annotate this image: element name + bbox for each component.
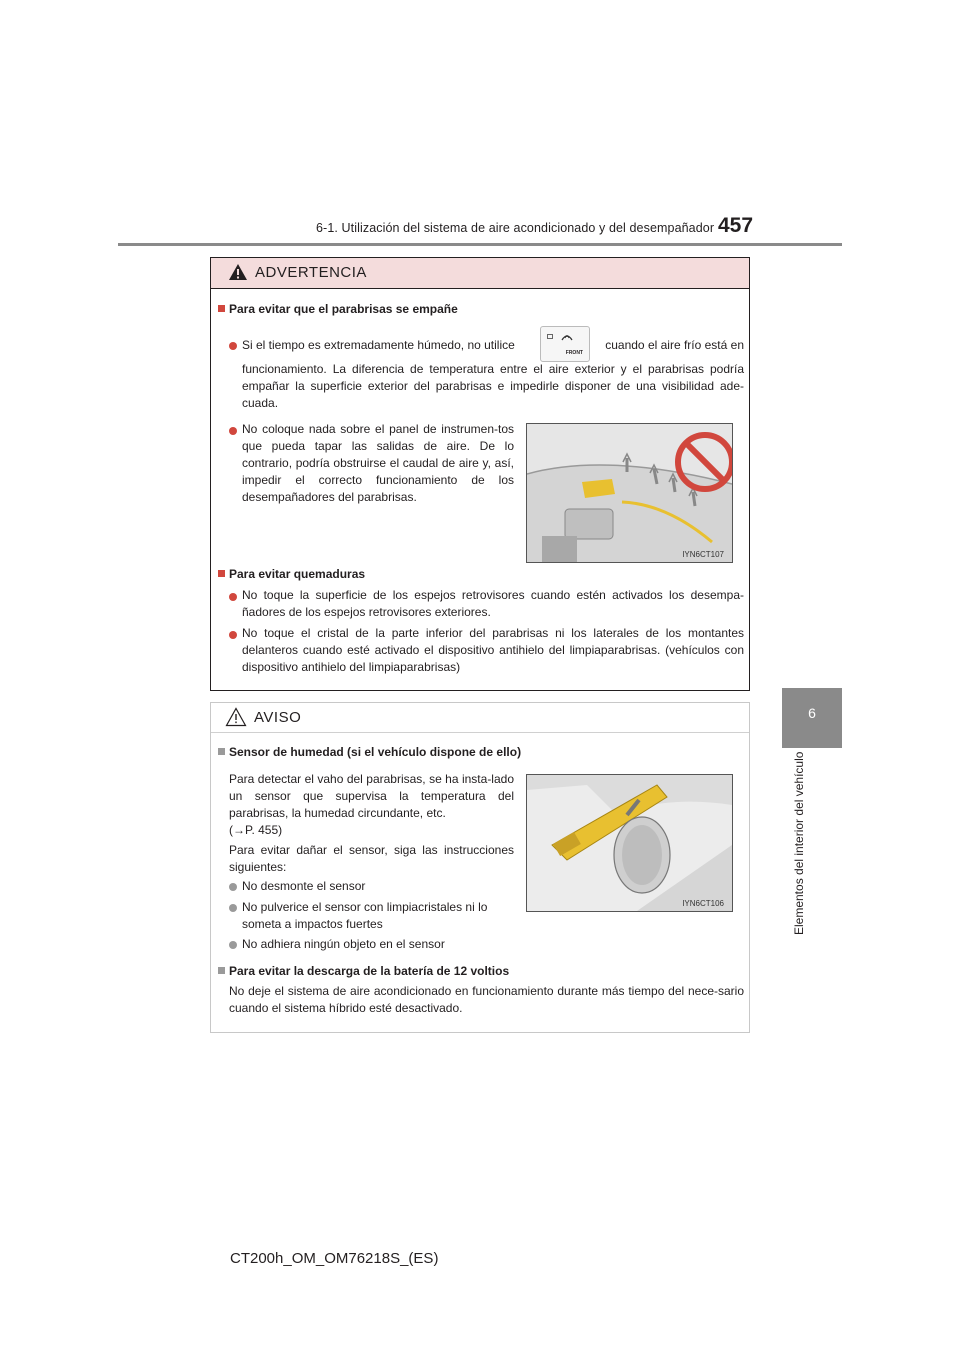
front-label: FRONT — [565, 350, 583, 356]
chapter-number: 6 — [808, 705, 816, 721]
warning-title: ADVERTENCIA — [255, 264, 367, 281]
warning-triangle-icon — [228, 263, 248, 281]
notice-bullet-2: No pulverice el sensor con limpiacristales ni lo someta a impactos fuertes — [242, 900, 488, 931]
warning-header — [211, 258, 749, 289]
warning-section-2-title: Para evitar quemaduras — [218, 566, 365, 583]
notice-page-ref[interactable]: (→P. 455) — [229, 823, 283, 837]
notice-intro: Para detectar el vaho del parabrisas, se ha insta-lado un sensor que supervisa la temperatura del parabrisas, la humedad circundante, etc. — [229, 772, 514, 820]
sensor-illustration — [527, 775, 732, 911]
warning-item-4: No toque el cristal de la parte inferior del parabrisas ni los laterales de los montantes delanteros cuando esté activado el dispositivo antihielo del limpiaparabrisas. (vehículos con dispositivo antihielo del limpiaparabrisas) — [242, 626, 744, 674]
notice-bullet-3: No adhiera ningún objeto en el sensor — [242, 937, 445, 951]
warning-item-1-end: cuando el aire frío está en — [605, 338, 744, 352]
dashboard-illustration — [527, 424, 732, 562]
notice-header — [211, 703, 749, 733]
dashboard-figure — [526, 423, 733, 563]
warning-item-1-start: Si el tiempo es extremadamente húmedo, no utilice — [242, 338, 515, 352]
bullet-icon — [229, 342, 237, 350]
notice-section-2-text: No deje el sistema de aire acondicionado en funcionamiento durante más tiempo del nece-sario cuando el sistema híbrido esté desactivado. — [229, 984, 744, 1015]
document-code: CT200h_OM_OM76218S_(ES) — [230, 1250, 439, 1267]
bullet-icon — [229, 883, 237, 891]
notice-instruction: Para evitar dañar el sensor, siga las instrucciones siguientes: — [229, 843, 514, 874]
warning-item-1-cont: funcionamiento. La diferencia de temperatura entre el aire exterior y el parabrisas podría empañar la superficie exterior del parabrisas e impedirle disponer de una visibilidad ade-cuada. — [242, 362, 744, 410]
defroster-icon — [561, 332, 573, 342]
notice-bullet-1: No desmonte el sensor — [242, 879, 366, 893]
section-square-icon — [218, 570, 225, 577]
section-square-icon — [218, 305, 225, 312]
section-square-icon — [218, 748, 225, 755]
page-number: 457 — [718, 214, 754, 237]
notice-section-1-title: Sensor de humedad (si el vehículo dispone de ello) — [218, 744, 521, 761]
bullet-icon — [229, 427, 237, 435]
warning-item-2: No coloque nada sobre el panel de instrumen-tos que pueda tapar las salidas de aire. De lo contrario, podría obstruirse el caudal de aire y, así, impedir el correcto funcionamiento de los desempañadores del parabrisas. — [242, 422, 514, 504]
figure-code: IYN6CT106 — [682, 899, 724, 908]
warning-section-1-title: Para evitar que el parabrisas se empañe — [218, 301, 458, 318]
figure-code: IYN6CT107 — [682, 550, 724, 559]
bullet-icon — [229, 941, 237, 949]
notice-section-2-title: Para evitar la descarga de la batería de 12 voltios — [218, 963, 509, 980]
chapter-label — [792, 752, 812, 952]
header-rule — [118, 243, 842, 246]
section-square-icon — [218, 967, 225, 974]
sensor-figure — [526, 774, 733, 912]
running-header: 6-1. Utilización del sistema de aire acondicionado y del desempañador — [316, 221, 715, 235]
chapter-tab — [782, 688, 842, 748]
bullet-icon — [229, 631, 237, 639]
indicator-light-icon — [547, 334, 553, 339]
front-defroster-button-icon — [540, 326, 590, 362]
notice-title: AVISO — [254, 709, 302, 726]
bullet-icon — [229, 593, 237, 601]
warning-item-3: No toque la superficie de los espejos retrovisores cuando estén activados los desempa-ñadores de los espejos retrovisores exteriores. — [242, 588, 744, 619]
chapter-label-text: Elementos del interior del vehículo — [792, 752, 806, 936]
notice-triangle-icon — [225, 707, 247, 727]
bullet-icon — [229, 904, 237, 912]
